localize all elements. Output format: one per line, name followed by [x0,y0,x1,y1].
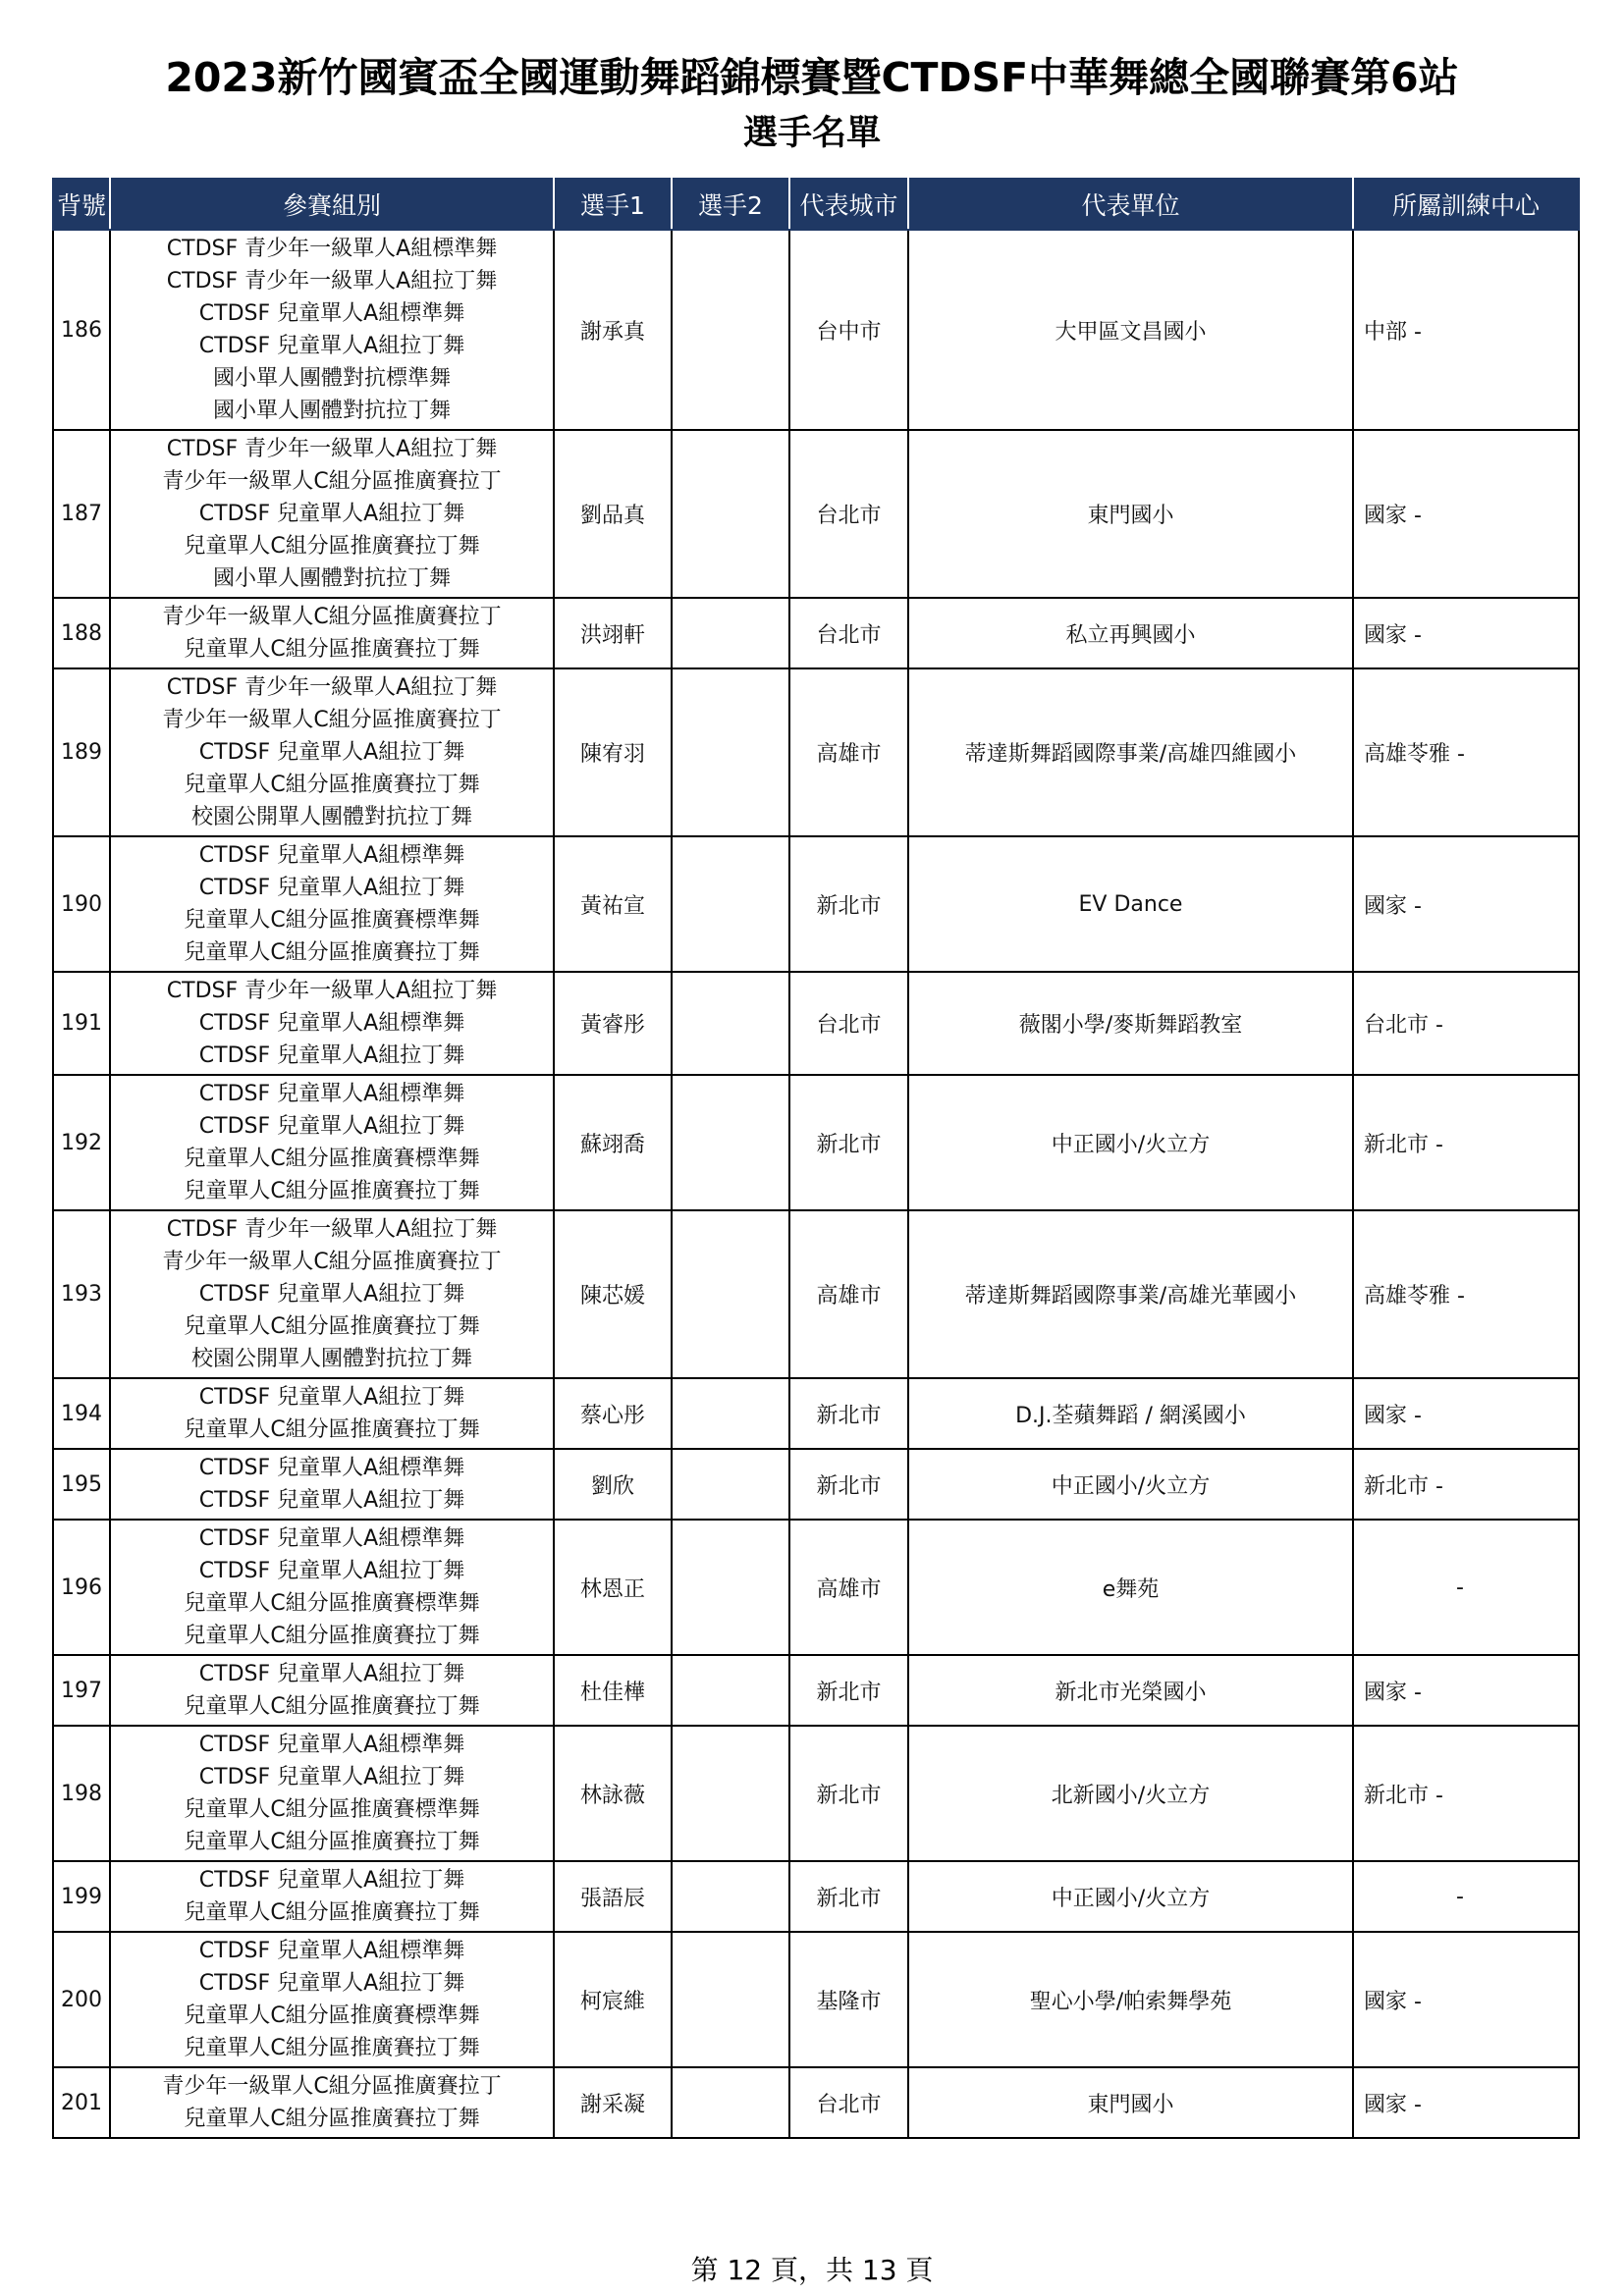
table-row [53,972,1579,1075]
group-entry: 兒童單人C組分區推廣賽拉丁舞 [184,1417,480,1442]
cell-number: 193 [53,1210,110,1378]
cell-number: 201 [53,2067,110,2138]
cell-player1: 劉品真 [554,430,672,598]
cell-unit: 新北市光榮國小 [908,1655,1353,1726]
cell-player2 [672,230,789,430]
cell-player1: 林詠薇 [554,1726,672,1861]
cell-city: 新北市 [789,1449,908,1520]
group-entry: 兒童單人C組分區推廣賽拉丁舞 [184,1900,480,1925]
table-row [53,430,1579,598]
cell-number: 195 [53,1449,110,1520]
cell-player2 [672,1655,789,1726]
group-entry: CTDSF 兒童單人A組拉丁舞 [198,1971,465,1996]
cell-groups [110,1210,554,1378]
cell-groups [110,1520,554,1655]
group-entry: 兒童單人C組分區推廣賽標準舞 [184,2003,480,2028]
group-entry: 青少年一級單人C組分區推廣賽拉丁 [162,469,502,494]
group-entry: CTDSF 兒童單人A組拉丁舞 [198,1282,465,1307]
group-entry: 兒童單人C組分區推廣賽標準舞 [184,1797,480,1822]
cell-player1: 林恩正 [554,1520,672,1655]
group-entry: 兒童單人C組分區推廣賽拉丁舞 [184,940,480,965]
cell-groups [110,1378,554,1449]
table-row [53,668,1579,836]
cell-number: 191 [53,972,110,1075]
group-entry: 兒童單人C組分區推廣賽拉丁舞 [184,1624,480,1648]
cell-training-center: 國家 - [1353,1932,1579,2067]
cell-unit: D.J.荃蘋舞蹈 / 網溪國小 [908,1378,1353,1449]
group-entry: CTDSF 兒童單人A組拉丁舞 [198,1385,465,1410]
page-title: 2023新竹國賓盃全國運動舞蹈錦標賽暨CTDSF中華舞總全國聯賽第6站 [165,54,1459,101]
group-entry: 兒童單人C組分區推廣賽標準舞 [184,1591,480,1616]
table-row [53,598,1579,668]
cell-number: 186 [53,230,110,430]
cell-training-center: 中部 - [1353,230,1579,430]
cell-player2 [672,2067,789,2138]
group-entry: CTDSF 兒童單人A組標準舞 [198,301,465,326]
cell-player1: 謝采凝 [554,2067,672,2138]
cell-player2 [672,972,789,1075]
group-entry: CTDSF 兒童單人A組拉丁舞 [198,1765,465,1789]
cell-number: 198 [53,1726,110,1861]
group-entry: CTDSF 兒童單人A組拉丁舞 [198,1868,465,1893]
cell-groups [110,1932,554,2067]
cell-unit: 大甲區文昌國小 [908,230,1353,430]
group-entry: CTDSF 兒童單人A組拉丁舞 [198,1114,465,1139]
table-row [53,1378,1579,1449]
cell-unit: 蒂達斯舞蹈國際事業/高雄光華國小 [908,1210,1353,1378]
cell-player2 [672,1449,789,1520]
cell-training-center: - [1353,1861,1579,1932]
cell-city: 台中市 [789,230,908,430]
cell-training-center: 新北市 - [1353,1449,1579,1520]
cell-groups [110,598,554,668]
cell-player2 [672,1932,789,2067]
group-entry: CTDSF 兒童單人A組標準舞 [198,1526,465,1551]
group-entry: 青少年一級單人C組分區推廣賽拉丁 [162,605,502,629]
group-entry: CTDSF 兒童單人A組拉丁舞 [198,334,465,358]
cell-city: 台北市 [789,2067,908,2138]
header-player1: 選手1 [554,179,672,230]
group-entry: 兒童單人C組分區推廣賽拉丁舞 [184,1314,480,1339]
cell-city: 新北市 [789,836,908,972]
group-entry: 青少年一級單人C組分區推廣賽拉丁 [162,1250,502,1274]
group-entry: CTDSF 青少年一級單人A組拉丁舞 [166,437,498,461]
cell-city: 高雄市 [789,1210,908,1378]
header-unit: 代表單位 [908,179,1353,230]
cell-groups [110,668,554,836]
cell-city: 新北市 [789,1655,908,1726]
cell-city: 新北市 [789,1726,908,1861]
group-entry: 青少年一級單人C組分區推廣賽拉丁 [162,708,502,732]
cell-player2 [672,1726,789,1861]
cell-training-center: 台北市 - [1353,972,1579,1075]
header-player2: 選手2 [672,179,789,230]
group-entry: 兒童單人C組分區推廣賽拉丁舞 [184,534,480,559]
cell-unit: e舞苑 [908,1520,1353,1655]
cell-unit: 東門國小 [908,430,1353,598]
cell-number: 190 [53,836,110,972]
cell-number: 194 [53,1378,110,1449]
table-row [53,1861,1579,1932]
cell-training-center: 國家 - [1353,1378,1579,1449]
cell-number: 200 [53,1932,110,2067]
cell-city: 高雄市 [789,1520,908,1655]
header-city: 代表城市 [789,179,908,230]
group-entry: CTDSF 青少年一級單人A組拉丁舞 [166,1217,498,1242]
group-entry: CTDSF 兒童單人A組拉丁舞 [198,740,465,765]
group-entry: 兒童單人C組分區推廣賽拉丁舞 [184,2036,480,2060]
group-entry: 國小單人團體對抗拉丁舞 [212,566,451,591]
table-row [53,1075,1579,1210]
group-entry: CTDSF 兒童單人A組拉丁舞 [198,1043,465,1068]
cell-groups [110,1655,554,1726]
group-entry: CTDSF 兒童單人A組拉丁舞 [198,1559,465,1583]
cell-unit: 東門國小 [908,2067,1353,2138]
cell-player2 [672,430,789,598]
table-row [53,1932,1579,2067]
cell-unit: 北新國小/火立方 [908,1726,1353,1861]
header-number: 背號 [53,179,110,230]
cell-unit: 私立再興國小 [908,598,1353,668]
group-entry: 兒童單人C組分區推廣賽標準舞 [184,908,480,933]
cell-number: 187 [53,430,110,598]
group-entry: 校園公開單人團體對抗拉丁舞 [190,805,472,829]
cell-unit: EV Dance [908,836,1353,972]
cell-player2 [672,1210,789,1378]
cell-training-center: 新北市 - [1353,1726,1579,1861]
header-groups: 參賽組別 [110,179,554,230]
cell-training-center: 國家 - [1353,836,1579,972]
player-table [52,178,1580,2139]
group-entry: CTDSF 兒童單人A組標準舞 [198,1456,465,1480]
cell-unit: 薇閣小學/麥斯舞蹈教室 [908,972,1353,1075]
cell-unit: 蒂達斯舞蹈國際事業/高雄四維國小 [908,668,1353,836]
group-entry: CTDSF 兒童單人A組標準舞 [198,1733,465,1757]
table-row [53,1655,1579,1726]
cell-training-center: 新北市 - [1353,1075,1579,1210]
cell-training-center: 國家 - [1353,430,1579,598]
cell-number: 188 [53,598,110,668]
table-row [53,230,1579,430]
cell-unit: 中正國小/火立方 [908,1075,1353,1210]
cell-unit: 中正國小/火立方 [908,1449,1353,1520]
cell-player1: 蔡心彤 [554,1378,672,1449]
group-entry: CTDSF 兒童單人A組拉丁舞 [198,876,465,900]
cell-city: 新北市 [789,1075,908,1210]
cell-player2 [672,598,789,668]
cell-player2 [672,1861,789,1932]
table-row [53,1210,1579,1378]
cell-city: 新北市 [789,1378,908,1449]
table-row [53,1520,1579,1655]
group-entry: CTDSF 兒童單人A組拉丁舞 [198,1662,465,1686]
cell-groups [110,2067,554,2138]
cell-player1: 陳芯媛 [554,1210,672,1378]
cell-player1: 黃睿彤 [554,972,672,1075]
group-entry: CTDSF 兒童單人A組拉丁舞 [198,502,465,526]
table-row [53,2067,1579,2138]
table-row [53,836,1579,972]
group-entry: CTDSF 青少年一級單人A組拉丁舞 [166,675,498,700]
cell-groups [110,1861,554,1932]
cell-player2 [672,1378,789,1449]
cell-groups [110,836,554,972]
group-entry: 國小單人團體對抗拉丁舞 [212,399,451,423]
cell-city: 台北市 [789,430,908,598]
table-body [53,230,1579,2138]
cell-player1: 蘇翊喬 [554,1075,672,1210]
cell-groups [110,1075,554,1210]
cell-training-center: 國家 - [1353,2067,1579,2138]
cell-player1: 黃祐宣 [554,836,672,972]
cell-training-center: 國家 - [1353,598,1579,668]
header-training-center: 所屬訓練中心 [1353,179,1579,230]
group-entry: 兒童單人C組分區推廣賽拉丁舞 [184,2107,480,2131]
group-entry: 兒童單人C組分區推廣賽拉丁舞 [184,1694,480,1719]
cell-player2 [672,836,789,972]
cell-groups [110,972,554,1075]
table-row [53,1449,1579,1520]
table-row [53,1726,1579,1861]
cell-groups [110,230,554,430]
group-entry: 兒童單人C組分區推廣賽標準舞 [184,1147,480,1171]
cell-player1: 謝承真 [554,230,672,430]
page-subtitle: 選手名單 [742,114,881,153]
cell-training-center: 高雄苓雅 - [1353,668,1579,836]
page-footer: 第 12 頁，共 13 頁 [690,2254,934,2286]
cell-city: 基隆市 [789,1932,908,2067]
cell-player2 [672,668,789,836]
cell-player1: 杜佳樺 [554,1655,672,1726]
group-entry: 青少年一級單人C組分區推廣賽拉丁 [162,2074,502,2099]
cell-player2 [672,1520,789,1655]
cell-training-center: 國家 - [1353,1655,1579,1726]
group-entry: 兒童單人C組分區推廣賽拉丁舞 [184,1830,480,1854]
group-entry: CTDSF 青少年一級單人A組拉丁舞 [166,269,498,294]
cell-training-center: 高雄苓雅 - [1353,1210,1579,1378]
group-entry: 兒童單人C組分區推廣賽拉丁舞 [184,773,480,797]
cell-number: 192 [53,1075,110,1210]
table-header-row [53,179,1579,230]
cell-groups [110,1449,554,1520]
cell-player1: 張語辰 [554,1861,672,1932]
group-entry: 國小單人團體對抗標準舞 [212,366,451,391]
group-entry: CTDSF 兒童單人A組標準舞 [198,1011,465,1036]
cell-unit: 聖心小學/帕索舞學苑 [908,1932,1353,2067]
cell-number: 197 [53,1655,110,1726]
group-entry: CTDSF 青少年一級單人A組拉丁舞 [166,979,498,1003]
cell-player1: 柯宸維 [554,1932,672,2067]
group-entry: CTDSF 兒童單人A組標準舞 [198,1082,465,1106]
cell-unit: 中正國小/火立方 [908,1861,1353,1932]
group-entry: CTDSF 青少年一級單人A組標準舞 [166,237,498,261]
cell-number: 189 [53,668,110,836]
cell-city: 台北市 [789,972,908,1075]
cell-player1: 陳宥羽 [554,668,672,836]
group-entry: CTDSF 兒童單人A組標準舞 [198,1939,465,1963]
cell-training-center: - [1353,1520,1579,1655]
group-entry: CTDSF 兒童單人A組拉丁舞 [198,1488,465,1513]
cell-player1: 洪翊軒 [554,598,672,668]
cell-city: 高雄市 [789,668,908,836]
cell-number: 196 [53,1520,110,1655]
cell-number: 199 [53,1861,110,1932]
cell-player1: 劉欣 [554,1449,672,1520]
group-entry: 兒童單人C組分區推廣賽拉丁舞 [184,637,480,662]
group-entry: 兒童單人C組分區推廣賽拉丁舞 [184,1179,480,1203]
cell-city: 新北市 [789,1861,908,1932]
group-entry: 校園公開單人團體對抗拉丁舞 [190,1347,472,1371]
group-entry: CTDSF 兒童單人A組標準舞 [198,843,465,868]
cell-player2 [672,1075,789,1210]
cell-groups [110,430,554,598]
cell-city: 台北市 [789,598,908,668]
cell-groups [110,1726,554,1861]
